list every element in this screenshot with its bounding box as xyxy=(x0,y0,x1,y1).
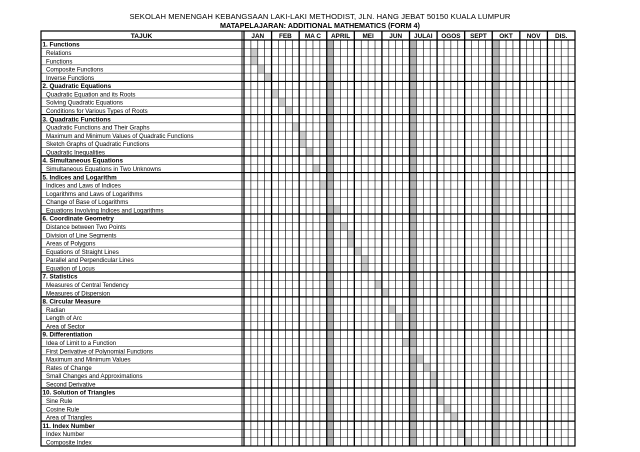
scheduled-cell xyxy=(293,123,299,131)
subtopic-label: Distance between Two Points xyxy=(46,223,126,231)
table-text xyxy=(43,33,568,446)
subtopic-label: Conditions for Various Types of Roots xyxy=(46,107,148,115)
scheduled-cell xyxy=(410,347,416,355)
month-header: APRIL xyxy=(330,33,351,40)
scheduled-cell xyxy=(299,131,305,139)
scheduled-cell xyxy=(313,165,319,173)
scheduled-cell xyxy=(286,107,292,115)
scheduled-cell xyxy=(465,438,471,446)
scheduled-cell xyxy=(382,289,388,297)
scheduled-cell xyxy=(341,223,347,231)
scheduled-cell xyxy=(362,256,368,264)
month-header: MA C xyxy=(304,33,322,40)
subtopic-label: Parallel and Perpendicular Lines xyxy=(46,257,134,265)
subtopic-label: Equations of Straight Lines xyxy=(46,248,119,256)
scheduled-cell xyxy=(258,65,264,73)
topic-header: TAJUK xyxy=(130,33,153,40)
topic-title: 6. Coordinate Geometry xyxy=(42,215,114,223)
subtopic-label: Quadratic Functions and Their Graphs xyxy=(46,124,150,132)
subtopic-label: Area of Triangles xyxy=(46,414,93,422)
scheduled-cell xyxy=(458,430,464,438)
subtopic-label: Small Changes and Approximations xyxy=(46,373,143,381)
topic-title: 7. Statistics xyxy=(42,273,78,281)
subtopic-label: Second Derivative xyxy=(46,381,96,389)
month-header: JUN xyxy=(389,33,403,40)
month-header: JAN xyxy=(251,33,265,40)
scheduled-cell xyxy=(348,239,354,247)
scheduled-cell xyxy=(251,49,257,57)
scheduled-cell xyxy=(417,355,423,363)
month-header: OGOS xyxy=(441,33,461,40)
month-header: OKT xyxy=(499,33,513,40)
month-header: MEI xyxy=(362,33,374,40)
subtopic-label: Sketch Graphs of Quadratic Functions xyxy=(46,141,150,149)
scheduled-cell xyxy=(430,380,436,388)
subtopic-label: Logarithms and Laws of Logarithms xyxy=(46,190,143,198)
topic-title: 2. Quadratic Equations xyxy=(42,83,112,91)
scheduled-cell xyxy=(320,181,326,189)
month-header: SEPT xyxy=(470,33,487,40)
scheduled-cell xyxy=(355,247,361,255)
subtopic-label: Index Number xyxy=(46,431,85,439)
subject-title: MATAPELAJARAN: ADDITIONAL MATHEMATICS (FORM 4) xyxy=(220,21,420,30)
subtopic-label: Area of Sector xyxy=(46,323,85,331)
month-header: NOV xyxy=(526,33,541,40)
subtopic-label: Length of Arc xyxy=(46,315,82,323)
subtopic-label: Measures of Central Tendency xyxy=(46,281,129,289)
topic-title: 8. Circular Measure xyxy=(42,298,101,306)
subtopic-label: Maximum and Minimum Values xyxy=(46,356,131,364)
subtopic-label: Relations xyxy=(46,49,72,57)
scheduled-cell xyxy=(451,413,457,421)
scheduled-cell xyxy=(272,90,278,98)
subtopic-label: Functions xyxy=(46,58,73,66)
scheduled-cell xyxy=(251,57,257,65)
subtopic-label: Division of Line Segments xyxy=(46,232,117,240)
scheduled-cell xyxy=(279,98,285,106)
subtopic-label: Composite Functions xyxy=(46,66,104,74)
subtopic-label: Equations Involving Indices and Logarithms xyxy=(46,207,164,215)
topic-title: 1. Functions xyxy=(42,41,80,49)
subtopic-label: Cosine Rule xyxy=(46,406,80,414)
month-header: JULAI xyxy=(414,33,433,40)
scheduled-cell xyxy=(334,206,340,214)
scheduled-cell xyxy=(396,322,402,330)
subtopic-label: Radian xyxy=(46,306,66,314)
subtopic-label: Quadratic Equation and its Roots xyxy=(46,91,136,99)
scheduled-cell xyxy=(437,397,443,405)
scheduled-cell xyxy=(327,198,333,206)
subtopic-label: Composite Index xyxy=(46,439,92,447)
scheduled-cell xyxy=(348,231,354,239)
scheduled-cell xyxy=(430,372,436,380)
subtopic-label: Idea of Limit to a Function xyxy=(46,339,117,347)
subtopic-label: Indices and Laws of Indices xyxy=(46,182,121,190)
scheduled-cell xyxy=(444,405,450,413)
school-title: SEKOLAH MENENGAH KEBANGSAAN LAKI-LAKI METHODIST, JLN. HANG JEBAT 50150 KUALA LUMPUR xyxy=(129,12,511,21)
break-column xyxy=(327,40,333,446)
break-column xyxy=(410,40,416,446)
scheduled-cell xyxy=(403,339,409,347)
subtopic-label: Sine Rule xyxy=(46,397,73,405)
month-header: FEB xyxy=(278,33,292,40)
topic-title: 9. Differentiation xyxy=(42,331,93,339)
scheduled-cell xyxy=(396,314,402,322)
topic-title: 5. Indices and Logarithm xyxy=(42,174,117,182)
subtopic-label: Solving Quadratic Equations xyxy=(46,99,123,107)
subtopic-label: Equation of Locus xyxy=(46,265,95,273)
scheduled-cell xyxy=(389,305,395,313)
subtopic-label: Maximum and Minimum Values of Quadratic Functions xyxy=(46,132,194,140)
scheduled-cell xyxy=(375,281,381,289)
month-header: DIS. xyxy=(554,33,568,40)
scheduled-cell xyxy=(306,148,312,156)
subtopic-label: Quadratic Inequalities xyxy=(46,149,105,157)
scheduled-cell xyxy=(327,189,333,197)
scheduled-cell xyxy=(424,363,430,371)
subtopic-label: First Derivative of Polynomial Functions xyxy=(46,348,154,356)
scheduled-cell xyxy=(362,264,368,272)
topic-title: 10. Solution of Triangles xyxy=(42,389,116,397)
scheduled-cell xyxy=(299,140,305,148)
subtopic-label: Inverse Functions xyxy=(46,74,95,82)
subtopic-label: Areas of Polygons xyxy=(46,240,96,248)
break-column xyxy=(493,40,499,446)
subtopic-label: Simultaneous Equations in Two Unknowns xyxy=(46,165,162,173)
topic-title: 4. Simultaneous Equations xyxy=(42,157,123,165)
topic-title: 11. Index Number xyxy=(42,422,95,430)
subtopic-label: Measures of Dispersion xyxy=(46,290,111,298)
subtopic-label: Change of Base of Logarithms xyxy=(46,199,129,207)
subtopic-label: Rates of Change xyxy=(46,364,92,372)
scheduled-cell xyxy=(265,73,271,81)
topic-title: 3. Quadratic Functions xyxy=(42,116,111,124)
